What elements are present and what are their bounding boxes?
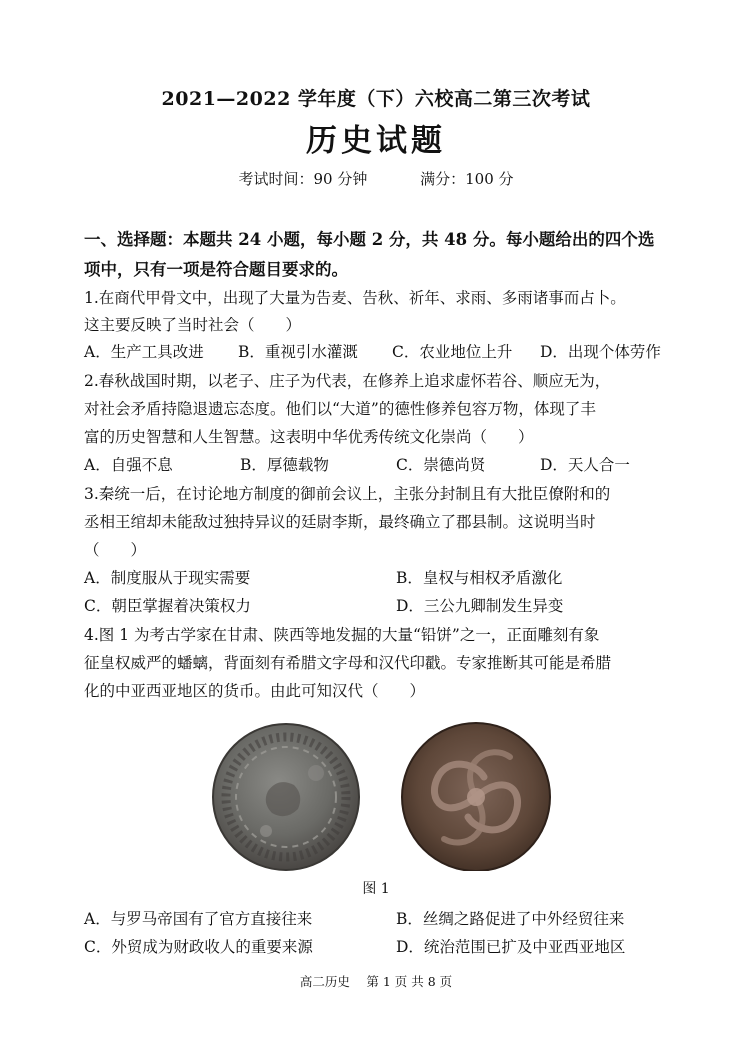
q1-stem-line2: 这主要反映了当时社会（ ） bbox=[84, 316, 302, 334]
section-heading-line2: 项中，只有一项是符合题目要求的。 bbox=[84, 260, 348, 279]
coin-back-face bbox=[213, 724, 359, 870]
q2-stem-line2: 对社会矛盾持隐退遗忘态度。他们以“大道”的德性修养包容万物，体现了丰 bbox=[84, 400, 596, 418]
figure-caption: 图 1 bbox=[362, 881, 390, 897]
q1-stem-line1: 1.在商代甲骨文中，出现了大量为告麦、告秋、祈年、求雨、多雨诸事而占卜。 bbox=[84, 289, 626, 307]
q3-stem-line1: 3.秦统一后，在讨论地方制度的御前会议上，主张分封制且有大批臣僚附和的 bbox=[84, 485, 611, 503]
page-footer: 高二历史 第 1 页 共 8 页 bbox=[299, 974, 453, 989]
q2-stem-line3: 富的历史智慧和人生智慧。这表明中华优秀传统文化崇尚（ ） bbox=[84, 428, 534, 446]
q3-stem-line2: 丞相王绾却未能敌过独持异议的廷尉李斯，最终确立了郡县制。这说明当时 bbox=[84, 513, 596, 531]
q1-option-c: C．农业地位上升 bbox=[392, 343, 513, 361]
coin-front-face bbox=[402, 723, 550, 871]
q2-option-c: C．崇德尚贤 bbox=[396, 456, 486, 474]
q3-option-d: D．三公九卿制发生异变 bbox=[396, 597, 564, 615]
q4-stem-line2: 征皇权威严的蟠螭，背面刻有希腊文字母和汉代印戳。专家推断其可能是希腊 bbox=[84, 654, 612, 672]
q2-option-b: B．厚德载物 bbox=[240, 456, 329, 474]
q4-option-b: B．丝绸之路促进了中外经贸往来 bbox=[396, 910, 625, 928]
q3-option-b: B．皇权与相权矛盾激化 bbox=[396, 569, 563, 587]
q3-option-a: A．制度服从于现实需要 bbox=[84, 569, 251, 587]
q4-option-c: C．外贸成为财政收人的重要来源 bbox=[84, 938, 313, 956]
q4-stem-line3: 化的中亚西亚地区的货币。由此可知汉代（ ） bbox=[84, 682, 426, 700]
q2-option-d: D．天人合一 bbox=[540, 456, 630, 474]
q1-option-a: A．生产工具改进 bbox=[84, 343, 204, 361]
q2-option-a: A．自强不息 bbox=[84, 456, 173, 474]
q1-option-b: B．重视引水灌溉 bbox=[238, 343, 358, 361]
subject-title: 历史试题 bbox=[306, 123, 446, 159]
q3-option-c: C．朝臣掌握着决策权力 bbox=[84, 597, 251, 615]
q3-stem-line3: （ ） bbox=[84, 541, 147, 559]
exam-meta bbox=[0, 168, 752, 189]
section-heading-line1: 一、选择题：本题共 24 小题，每小题 2 分，共 48 分。每小题给出的四个选 bbox=[84, 230, 655, 249]
q4-stem-line1: 4.图 1 为考古学家在甘肃、陕西等地发掘的大量“铅饼”之一，正面雕刻有象 bbox=[84, 626, 600, 644]
exam-score: 满分：100 分 bbox=[420, 170, 514, 188]
q1-option-d: D．出现个体劳作 bbox=[540, 343, 661, 361]
exam-time: 考试时间：90 分钟 bbox=[238, 170, 368, 188]
q2-stem-line1: 2.春秋战国时期，以老子、庄子为代表，在修养上追求虚怀若谷、顺应无为， bbox=[84, 372, 611, 390]
q4-option-d: D．统治范围已扩及中亚西亚地区 bbox=[396, 938, 626, 956]
exam-title: 2021—2022 学年度（下）六校高二第三次考试 bbox=[161, 88, 591, 110]
q4-option-a: A．与罗马帝国有了官方直接往来 bbox=[84, 910, 313, 928]
figure-lead-coins bbox=[206, 721, 554, 871]
